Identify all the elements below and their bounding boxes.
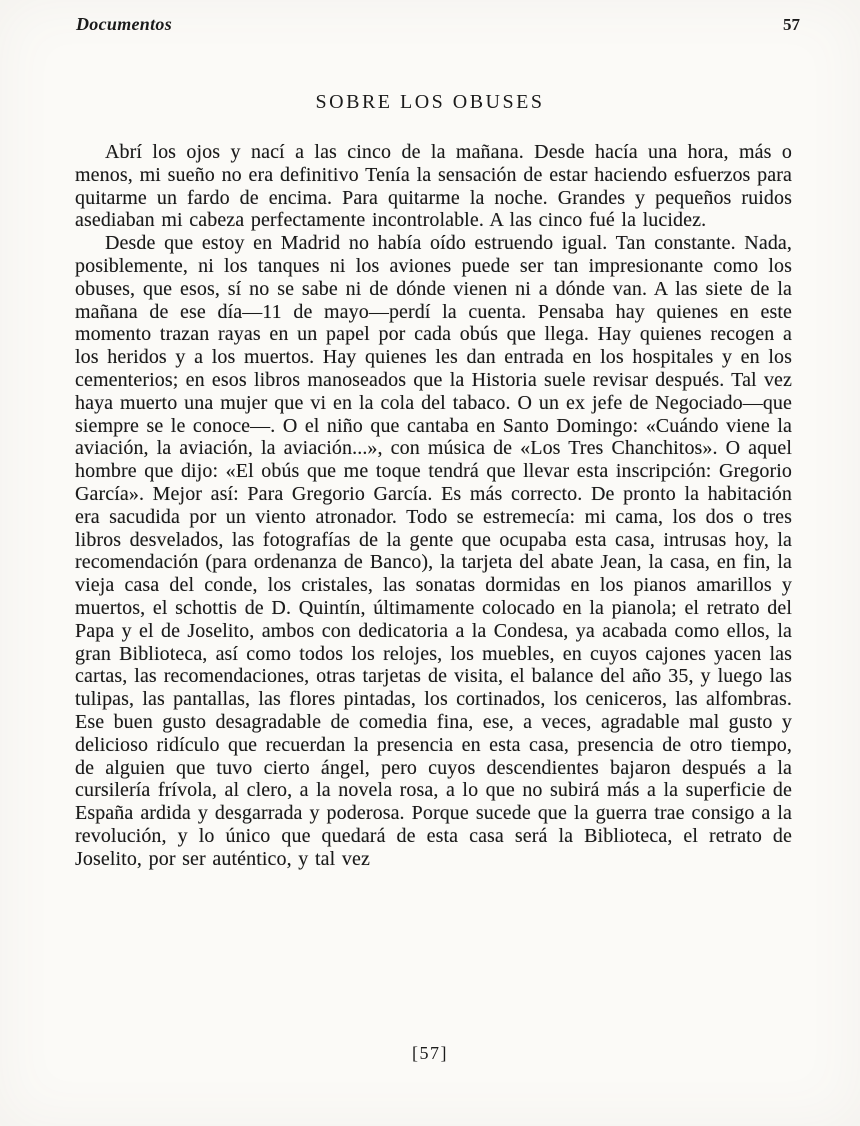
article-title: SOBRE LOS OBUSES — [315, 91, 545, 114]
body-paragraph: Desde que estoy en Madrid no había oído estruendo igual. Tan constante. Nada, posiblemente, ni los tanques ni los aviones puede ser tan impresionante como los obuses, que esos, sí no se sabe ni de dónde vienen ni a dónde van. A las siete de la mañana de ese día—11 de mayo—perdí la cuenta. Pensaba hay quienes en este momento trazan rayas en un papel por cada obús que llega. Hay quienes recogen a los heridos y a los muertos. Hay quienes les dan entrada en los hospitales y en los cementerios; en esos libros manoseados que la Historia suele revisar después. Tal vez haya muerto una mujer que vi en la cola del tabaco. O un ex jefe de Negociado—que siempre se le conoce—. O el niño que cantaba en Santo Domingo: «Cuándo viene la aviación, la aviación, la aviación...», con música de «Los Tres Chanchitos». O aquel hombre que dijo: «El obús que me toque tendrá que llevar esta inscripción: Gregorio García». Mejor así: Para Gregorio García. Es más correcto. De pronto la habitación era sacudida por un viento atronador. Todo se estremecía: mi cama, los dos o tres libros desvelados, las fotografías de la gente que ocupaba esta casa, intrusas hoy, la recomendación (para ordenanza de Banco), la tarjeta del abate Jean, la casa, en fin, la vieja casa del conde, los cristales, las sonatas dormidas en los pianos amarillos y muertos, el schottis de D. Quintín, últimamente colocado en la pianola; el retrato del Papa y el de Joselito, ambos con dedicatoria a la Condesa, ya acabada como ellos, la gran Biblioteca, así como todos los relojes, los muebles, en cuyos cajones yacen las cartas, las recomendaciones, otras tarjetas de visita, el balance del año 35, y luego las tulipas, las pantallas, las flores pintadas, los cortinados, los ceniceros, las alfombras. Ese buen gusto desagradable de comedia fina, ese, a veces, agradable mal gusto y delicioso ridículo que recuerdan la presencia en esta casa, presencia de otro tiempo, de alguien que tuvo cierto ángel, pero cuyos descendientes bajaron después a la cursilería frívola, al clero, a la novela rosa, a lo que no subirá más a la superficie de España ardida y desgarrada y poderosa. Porque sucede que la guerra trae consigo a la revolución, y lo único que quedará de esta casa será la Biblioteca, el retrato de Joselito, por ser auténtico, y tal vez — [75, 232, 792, 870]
body-paragraph: Abrí los ojos y nací a las cinco de la mañana. Desde hacía una hora, más o menos, mi sueño no era definitivo Tenía la sensación de estar haciendo esfuerzos para quitarme un fardo de encima. Para quitarme la noche. Grandes y pequeños ruidos asediaban mi cabeza perfectamente incontrolable. A las cinco fué la lucidez. — [75, 141, 792, 232]
article-body — [75, 141, 792, 871]
running-header-journal-title: Documentos — [76, 14, 173, 34]
running-header — [76, 14, 800, 35]
running-header-page-number: 57 — [783, 15, 800, 34]
footer-page-number: [57] — [412, 1043, 448, 1063]
